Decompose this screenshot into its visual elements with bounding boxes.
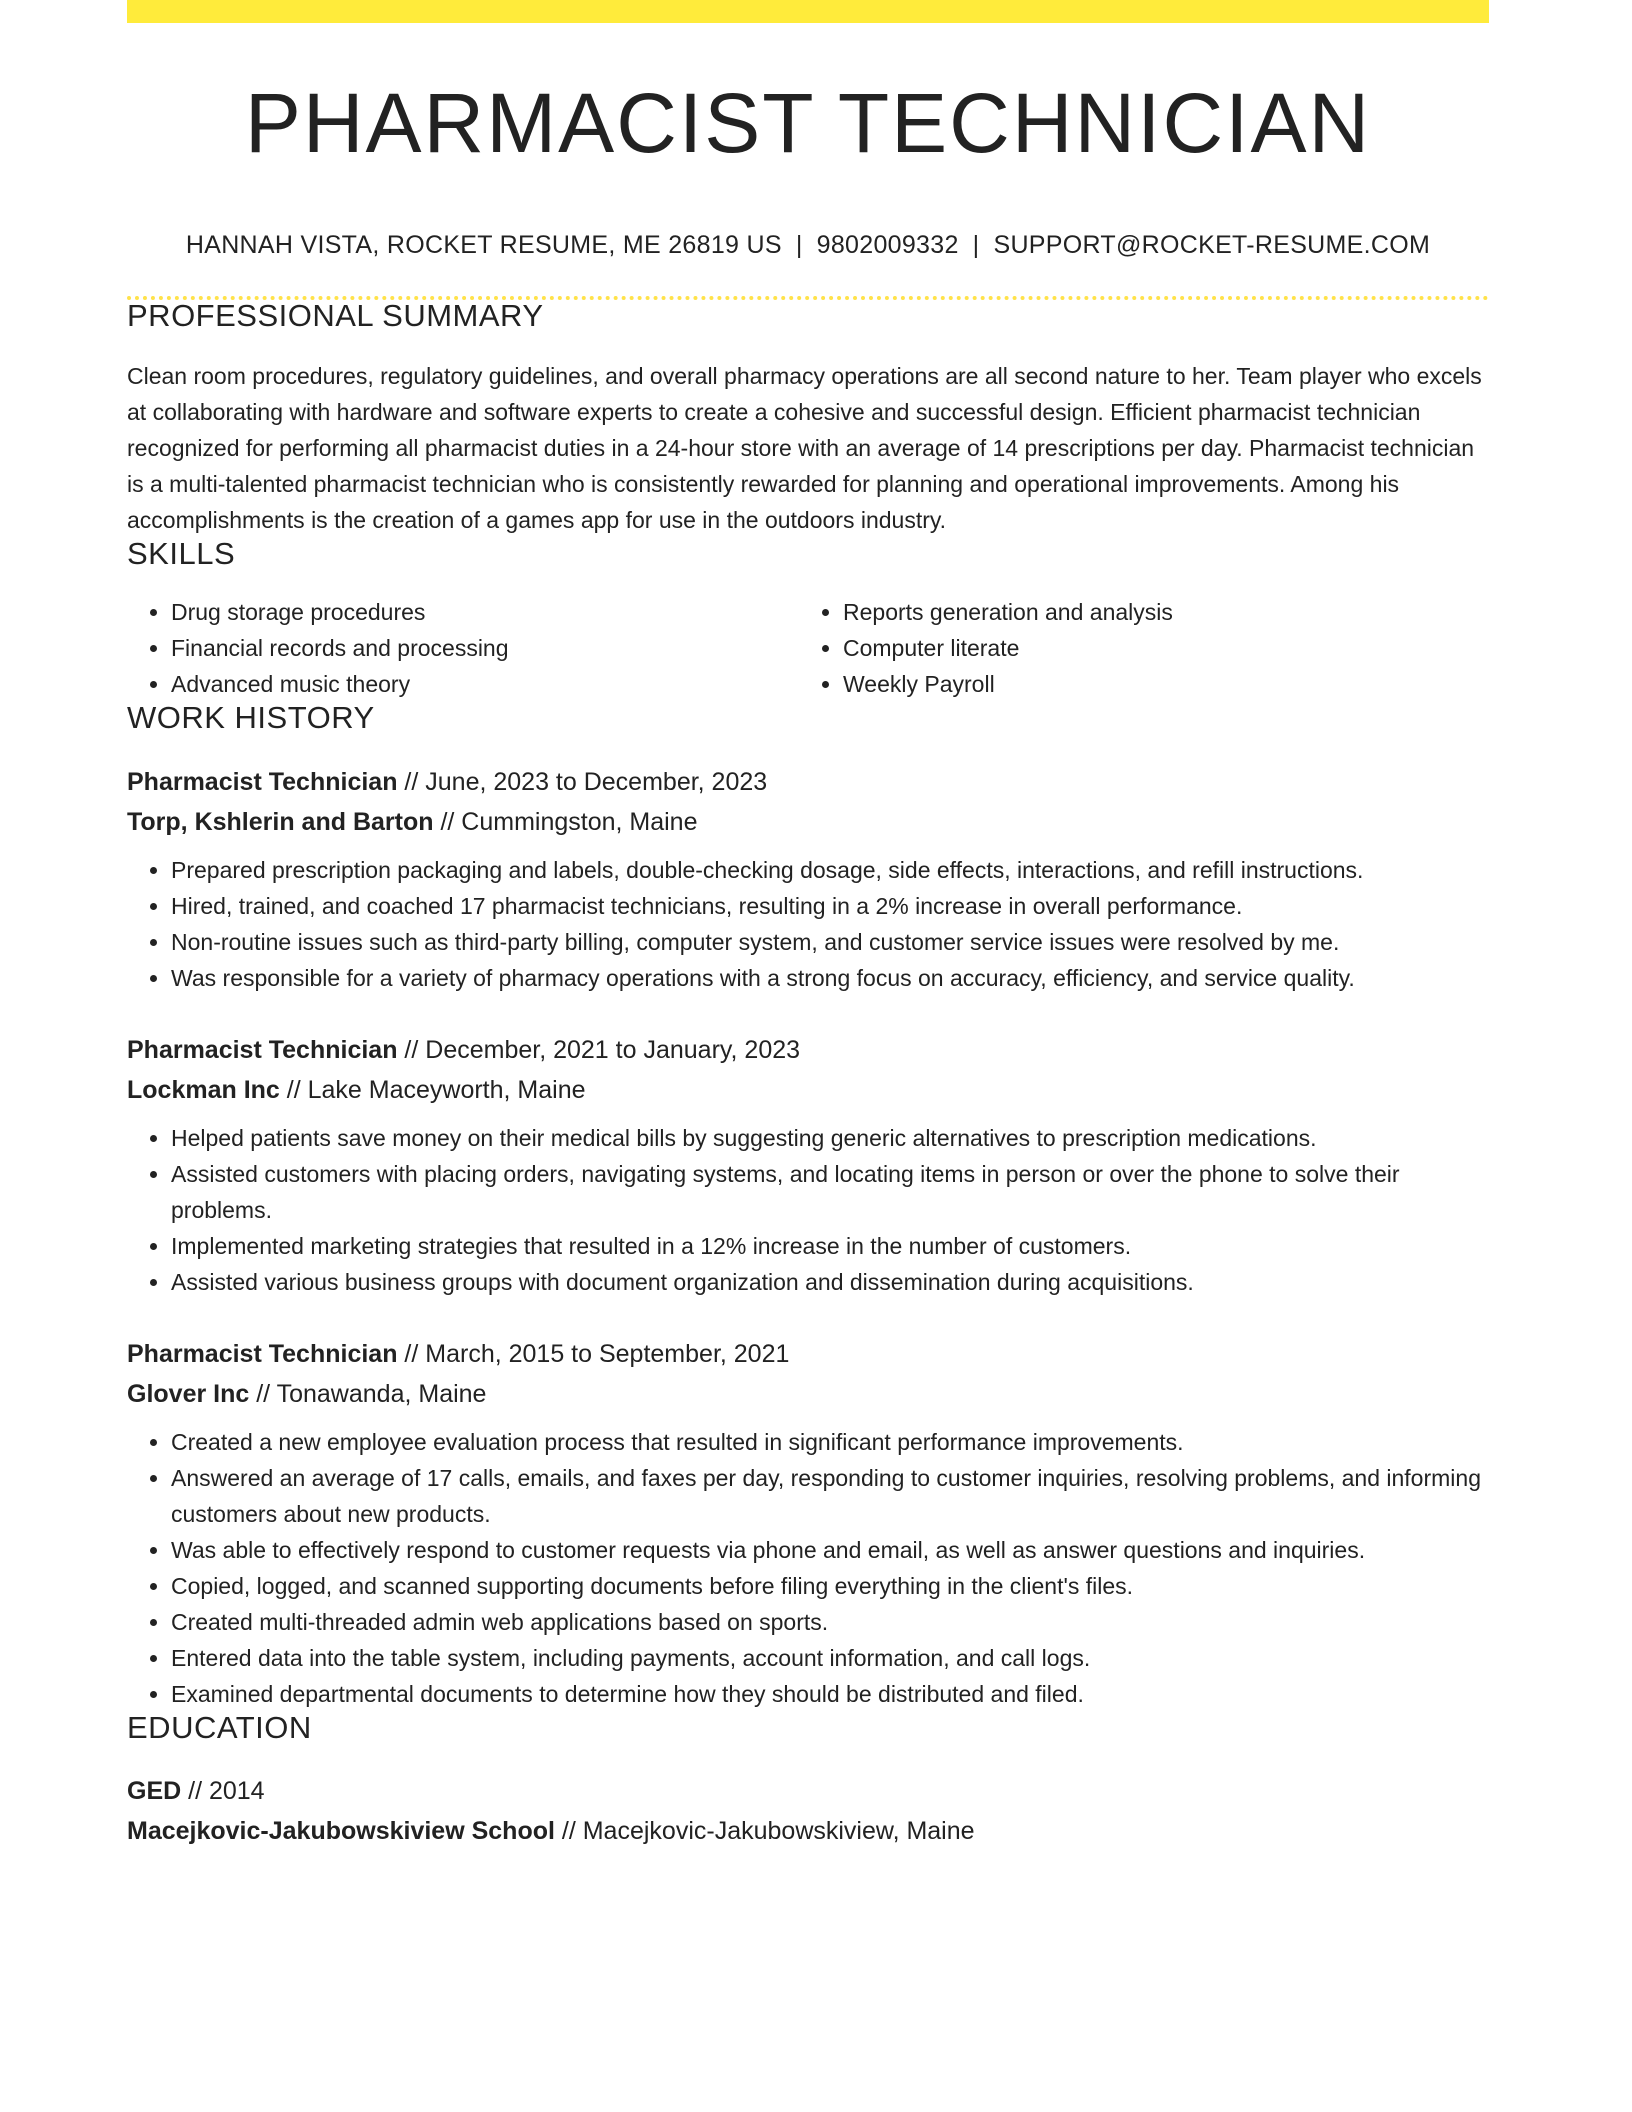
job-bullet: • Non-routine issues such as third-party billing, computer system, and customer service issues were resolved by me.: [171, 924, 1489, 960]
job-entry: [127, 762, 1489, 996]
job-bullet: • Assisted various business groups with document organization and dissemination during acquisitions.: [171, 1264, 1489, 1300]
skill-item: • Reports generation and analysis: [843, 594, 1471, 630]
skills-list: [127, 594, 1489, 702]
skill-item: • Drug storage procedures: [171, 594, 799, 630]
skills-heading: SKILLS: [127, 536, 236, 571]
job-title-line: [127, 1334, 1489, 1374]
job-dates: // March, 2015 to September, 2021: [397, 1340, 790, 1368]
job-entry: [127, 1334, 1489, 1712]
job-bullet: • Was able to effectively respond to customer requests via phone and email, as well as answer questions and inquiries.: [171, 1532, 1489, 1568]
contact-phone: 9802009332: [816, 231, 959, 259]
contact-separator: |: [795, 231, 803, 259]
job-location: // Lake Maceyworth, Maine: [279, 1076, 586, 1104]
job-bullet: • Entered data into the table system, including payments, account information, and call logs.: [171, 1640, 1489, 1676]
summary-heading: PROFESSIONAL SUMMARY: [127, 298, 544, 333]
job-title: Pharmacist Technician: [127, 1340, 398, 1368]
skill-item: • Advanced music theory: [171, 666, 799, 702]
job-company: Lockman Inc: [127, 1076, 280, 1104]
skill-item: • Financial records and processing: [171, 630, 799, 666]
job-company: Torp, Kshlerin and Barton: [127, 808, 434, 836]
job-company-line: [127, 802, 1489, 842]
job-entry: [127, 1030, 1489, 1300]
job-title: Pharmacist Technician: [127, 768, 398, 796]
job-bullet: • Examined departmental documents to determine how they should be distributed and filed.: [171, 1676, 1489, 1712]
job-bullet: • Implemented marketing strategies that resulted in a 12% increase in the number of customers.: [171, 1228, 1489, 1264]
job-bullet: • Hired, trained, and coached 17 pharmacist technicians, resulting in a 2% increase in overall performance.: [171, 888, 1489, 924]
job-company-line: [127, 1374, 1489, 1414]
accent-bar: [127, 0, 1489, 23]
job-bullet: • Was responsible for a variety of pharmacy operations with a strong focus on accuracy, efficiency, and service quality.: [171, 960, 1489, 996]
job-bullet: • Created a new employee evaluation process that resulted in significant performance improvements.: [171, 1424, 1489, 1460]
work-history-heading: WORK HISTORY: [127, 700, 375, 735]
job-title-line: [127, 1030, 1489, 1070]
job-bullet: • Helped patients save money on their medical bills by suggesting generic alternatives to prescription medications.: [171, 1120, 1489, 1156]
job-company-line: [127, 1070, 1489, 1110]
job-dates: // June, 2023 to December, 2023: [397, 768, 768, 796]
education-year: // 2014: [181, 1777, 265, 1805]
resume-title: PHARMACIST TECHNICIAN: [244, 76, 1372, 170]
contact-separator: |: [972, 231, 980, 259]
job-title-line: [127, 762, 1489, 802]
job-bullets: [127, 1120, 1489, 1300]
contact-line: [127, 233, 1489, 258]
education-school: Macejkovic-Jakubowskiview School: [127, 1817, 555, 1845]
skills-column-left: [127, 594, 799, 702]
education-heading: EDUCATION: [127, 1710, 312, 1745]
skill-item: • Weekly Payroll: [843, 666, 1471, 702]
job-company: Glover Inc: [127, 1380, 250, 1408]
skills-column-right: [799, 594, 1471, 702]
skill-item: • Computer literate: [843, 630, 1471, 666]
job-bullet: • Created multi-threaded admin web applications based on sports.: [171, 1604, 1489, 1640]
resume-content: [127, 23, 1489, 1851]
job-bullet: • Prepared prescription packaging and labels, double-checking dosage, side effects, interactions, and refill instructions.: [171, 852, 1489, 888]
job-bullet: • Copied, logged, and scanned supporting documents before filing everything in the client's files.: [171, 1568, 1489, 1604]
contact-address: HANNAH VISTA, ROCKET RESUME, ME 26819 US: [185, 231, 782, 259]
job-title: Pharmacist Technician: [127, 1036, 398, 1064]
summary-text: Clean room procedures, regulatory guidelines, and overall pharmacy operations are all second nature to her. Team player who excels at collaborating with hardware and software experts to create a cohesive and successful design. Efficient pharmacist technician recognized for performing all pharmacist duties in a 24-hour store with an average of 14 prescriptions per day. Pharmacist technician is a multi-talented pharmacist technician who is consistently rewarded for planning and operational improvements. Among his accomplishments is the creation of a games app for use in the outdoors industry.: [127, 363, 1482, 533]
job-dates: // December, 2021 to January, 2023: [397, 1036, 801, 1064]
education-entry: [127, 1771, 1489, 1851]
education-degree: GED: [127, 1777, 182, 1805]
education-location: // Macejkovic-Jakubowskiview, Maine: [554, 1817, 975, 1845]
job-bullets: [127, 1424, 1489, 1712]
job-bullet: • Assisted customers with placing orders, navigating systems, and locating items in person or over the phone to solve their problems.: [171, 1156, 1489, 1228]
job-location: // Tonawanda, Maine: [249, 1380, 487, 1408]
job-bullet: • Answered an average of 17 calls, emails, and faxes per day, responding to customer inquiries, resolving problems, and informing customers about new products.: [171, 1460, 1489, 1532]
contact-email: SUPPORT@ROCKET-RESUME.COM: [993, 231, 1431, 259]
job-location: // Cummingston, Maine: [433, 808, 698, 836]
education-degree-line: [127, 1771, 1489, 1811]
job-bullets: [127, 852, 1489, 996]
education-school-line: [127, 1811, 1489, 1851]
